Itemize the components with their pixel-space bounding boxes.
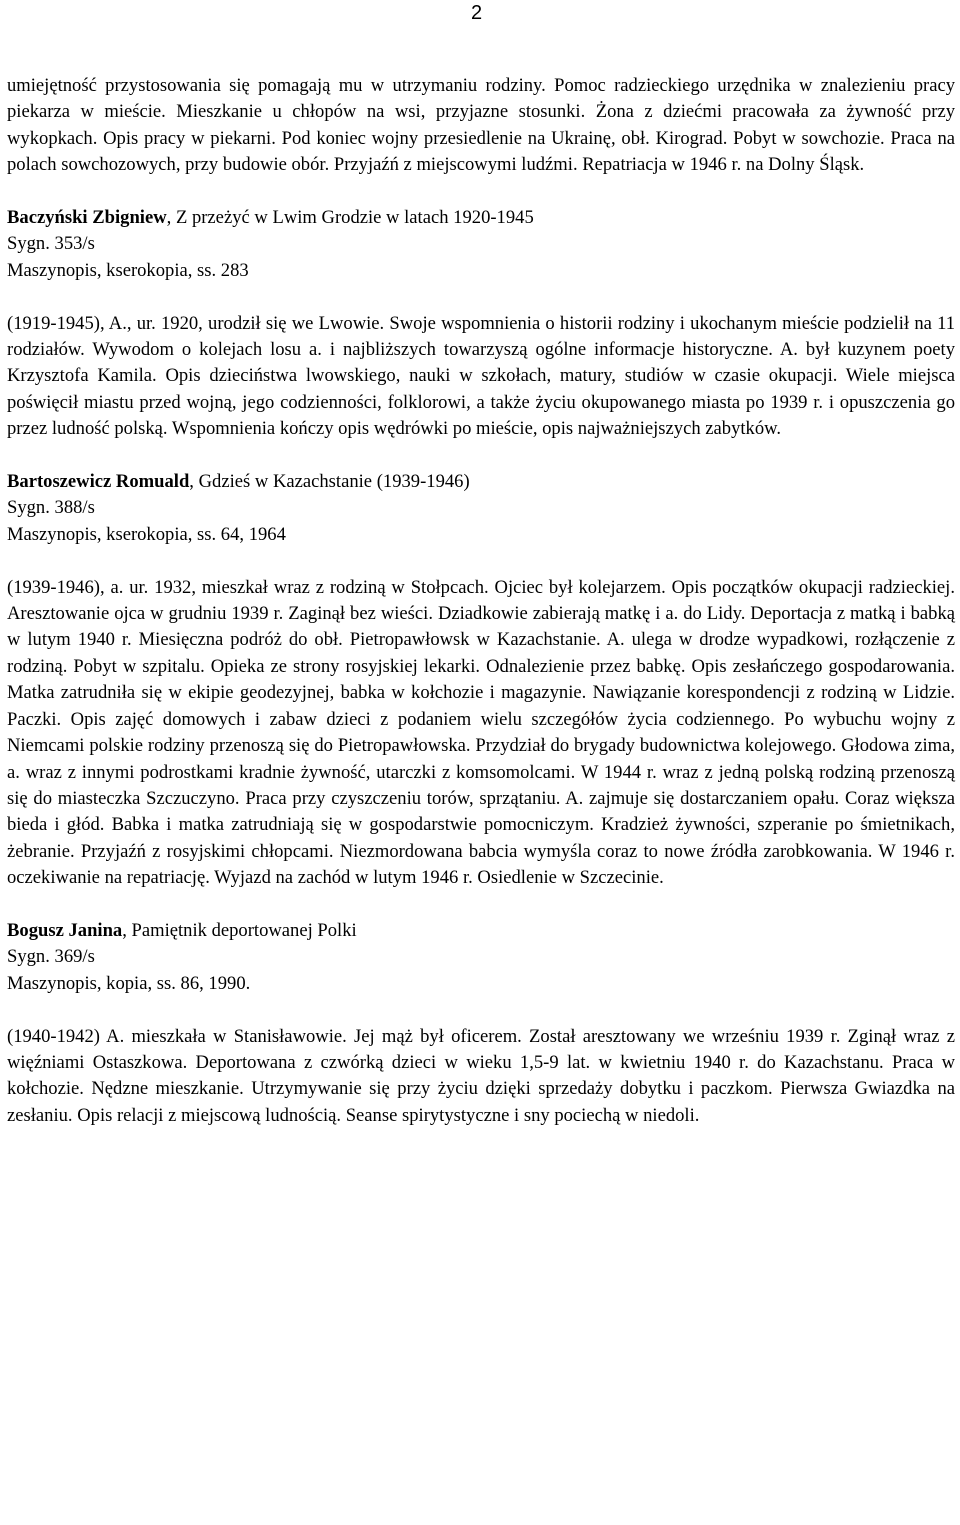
document-body — [7, 73, 955, 1129]
intro-paragraph: umiejętność przystosowania się pomagają mu w utrzymaniu rodziny. Pomoc radzieckiego urzędnika w znalezieniu pracy piekarza w mieście. Mieszkanie u chłopów na wsi, przyjazne stosunki. Żona z dziećmi pracowała za żywność przy wykopkach. Opis pracy w piekarni. Pod koniec wojny przesiedlenie na Ukrainę, obł. Kirograd. Pobyt w sowchozie. Praca na polach sowchozowych, przy budowie obór. Przyjaźń z miejscowymi ludźmi. Repatriacja w 1946 r. na Dolny Śląsk. — [7, 75, 955, 176]
entry-author: Bogusz Janina — [7, 919, 123, 941]
entry-heading — [7, 918, 955, 944]
entry-heading — [7, 205, 955, 231]
entry-author: Bartoszewicz Romuald — [7, 471, 190, 493]
entry-signature: Sygn. 369/s — [7, 946, 95, 968]
catalog-entry — [7, 469, 955, 891]
entry-signature: Sygn. 388/s — [7, 497, 95, 519]
page-number: 2 — [471, 2, 483, 24]
entry-heading — [7, 469, 955, 495]
catalog-entry — [7, 918, 955, 1129]
entry-signature: Sygn. 353/s — [7, 233, 95, 255]
entry-description: (1940-1942) A. mieszkała w Stanisławowie. Jej mąż był oficerem. Został aresztowany we wrześniu 1939 r. Zginął wraz z więźniami Ostaszkowa. Deportowana z czwórką dzieci w wieku 1,5-9 lat. w kwietniu 1940 r. do Kazachstanu. Praca w kołchozie. Nędzne mieszkanie. Utrzymywanie się przy życiu dzięki sprzedaży dobytku i paczkom. Pierwsza Gwiazdka na zesłaniu. Opis relacji z miejscową ludnością. Seanse spirytystyczne i sny pociechą w niedoli. — [7, 1025, 955, 1126]
entry-physical-description: Maszynopis, kserokopia, ss. 283 — [7, 259, 249, 281]
entry-physical-description: Maszynopis, kserokopia, ss. 64, 1964 — [7, 523, 286, 545]
entry-description: (1919-1945), A., ur. 1920, urodził się we Lwowie. Swoje wspomnienia o historii rodziny i ukochanym mieście podzielił na 11 rodziałów. Wywodom o kolejach losu a. i najbliższych towarzyszą ogólne informacje historyczne. A. był kuzynem poety Krzysztofa Kamila. Opis dzieciństwa lwowskiego, nauki w szkołach, matury, studiów w czasie okupacji. Wiele miejsca poświęcił miastu przed wojną, jego codzienności, folklorowi, a także życiu okupowanego miasta po 1939 r. i opuszczenia go przez ludność polską. Wspomnienia kończy opis wędrówki po mieście, opis najważniejszych zabytków. — [7, 312, 955, 440]
entry-title: , Gdzieś w Kazachstanie (1939-1946) — [189, 471, 470, 493]
entry-title: , Z przeżyć w Lwim Grodzie w latach 1920-1945 — [166, 207, 534, 229]
entry-physical-description: Maszynopis, kopia, ss. 86, 1990. — [7, 972, 251, 994]
entry-description: (1939-1946), a. ur. 1932, mieszkał wraz z rodziną w Stołpcach. Ojciec był kolejarzem. Opis początków okupacji radzieckiej. Aresztowanie ojca w grudniu 1939 r. Zaginął bez wieści. Dziadkowie zabierają matkę i a. do Lidy. Deportacja z matką i babką w lutym 1940 r. Miesięczna podróż do obł. Pietropawłowsk w Kazachstanie. A. ulega w drodze wypadkowi, rozłączenie z rodziną. Pobyt w szpitalu. Opieka ze strony rosyjskiej lekarki. Odnalezienie przez babkę. Opis zesłańczego gospodarowania. Matka zatrudniła się w ekipie geodezyjnej, babka w kołchozie i magazynie. Nawiązanie korespondencji z rodziną w Lidzie. Paczki. Opis zajęć domowych i zabaw dzieci z podaniem wielu szczegółów życia codziennego. Po wybuchu wojny z Niemcami polskie rodziny przenoszą się do Pietropawłowska. Przydział do brygady budownictwa kolejowego. Głodowa zima, a. wraz z innymi podrostkami kradnie żywność, utarczki z komsomolcami. W 1944 r. wraz z jedną polską rodziną przenoszą się do miasteczka Szczuczyno. Praca przy czyszczeniu torów, sprzątaniu. A. zajmuje się dostarczaniem opału. Coraz większa bieda i głód. Babka i matka zatrudniają się w gospodarstwie pomocniczym. Kradzież żywności, szperanie po śmietnikach, żebranie. Przyjaźń z rosyjskimi chłopcami. Niezmordowana babcia wymyśla coraz to nowe źródła zarobkowania. W 1946 r. oczekiwanie na repatriację. Wyjazd na zachód w lutym 1946 r. Osiedlenie w Szczecinie. — [7, 576, 955, 889]
entry-author: Baczyński Zbigniew — [7, 207, 167, 229]
entry-title: , Pamiętnik deportowanej Polki — [122, 919, 357, 941]
catalog-entry — [7, 205, 955, 443]
